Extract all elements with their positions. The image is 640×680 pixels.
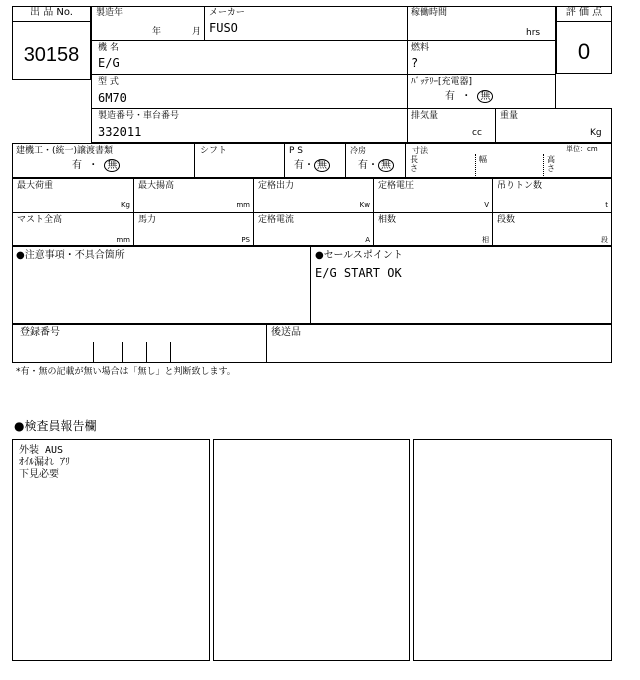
spec-unit-stages: 段 <box>601 236 608 244</box>
sales-text: E/G START OK <box>315 266 402 280</box>
year-unit: 年 <box>152 27 162 37</box>
spec-label-lifting-tons: 吊りトン数 <box>497 181 543 191</box>
fuel-label: 燃料 <box>411 43 430 53</box>
reg-vline-b <box>122 342 123 363</box>
spec-label-rated-voltage: 定格電圧 <box>378 181 415 191</box>
cert-yes: 有 <box>72 160 82 171</box>
ps-selector <box>294 159 330 172</box>
hours-label: 稼働時間 <box>411 8 448 18</box>
top-grid-line-2 <box>91 74 556 75</box>
maker-value: FUSO <box>209 21 238 35</box>
spec-unit-phases: 相 <box>482 236 489 244</box>
reg-vline-a <box>93 342 94 363</box>
spec-label-horsepower: 馬力 <box>138 215 157 225</box>
ps-label: P S <box>289 146 304 156</box>
row2-vline-4 <box>405 143 406 178</box>
battery-yes: 有 <box>445 91 455 102</box>
weight-cell-ext <box>555 108 612 143</box>
spec-label-mast-height: マスト全高 <box>17 215 63 225</box>
spec-label-max-lift: 最大揚高 <box>138 181 175 191</box>
caution-label: ●注意事項・不具合箇所 <box>16 250 125 261</box>
top-grid-line-3 <box>91 108 556 109</box>
spec-unit-rated-voltage: V <box>484 201 489 209</box>
hours-unit: hrs <box>526 28 541 38</box>
row2-vline-2 <box>284 143 285 178</box>
reg-vline-d <box>170 342 171 363</box>
spec-unit-mast-height: mm <box>116 236 130 244</box>
cooler-selector <box>358 159 394 172</box>
score-divider <box>556 21 612 22</box>
spec-vline-1 <box>133 178 134 246</box>
lot-no-value: 30158 <box>23 44 80 66</box>
spec-label-stages: 段数 <box>497 215 516 225</box>
reg-vline-c <box>146 342 147 363</box>
battery-no-circled: 無 <box>477 90 493 103</box>
spec-unit-lifting-tons: t <box>605 201 608 209</box>
cert-no-circled: 無 <box>104 159 120 172</box>
inspector-line-3: 下見必要 <box>19 469 59 480</box>
footnote: *有・無の記載が無い場合は「無し」と判断致します。 <box>16 367 236 377</box>
cooler-yes: 有 <box>358 160 368 171</box>
shift-label: シフト <box>200 146 228 156</box>
maker-label: メーカー <box>209 8 245 18</box>
cert-dot: ・ <box>88 160 99 171</box>
model-name-value: E/G <box>98 56 120 70</box>
dims-label: 寸法 <box>412 146 428 155</box>
weight-label: 重量 <box>500 111 519 121</box>
row2-vline-6 <box>543 154 544 178</box>
length-label: 長さ <box>410 155 418 173</box>
battery-label: ﾊﾞｯﾃﾘｰ[充電器] <box>411 77 473 87</box>
weight-unit: Kg <box>590 128 602 138</box>
registration-grid <box>12 324 612 363</box>
fuel-value: ? <box>411 56 419 70</box>
row2-vline-3 <box>345 143 346 178</box>
inspector-box-3 <box>413 439 612 661</box>
displacement-label: 排気量 <box>411 111 439 121</box>
spec-unit-max-load: Kg <box>120 201 130 209</box>
inspector-line-1: 外装 AUS <box>19 445 64 456</box>
top-grid-vline-hours <box>407 6 408 143</box>
inspector-line-2: ｵｲﾙ漏れ ｱﾘ <box>19 457 71 468</box>
cooler-no-circled: 無 <box>378 159 394 172</box>
lot-no-divider <box>12 21 91 22</box>
month-unit: 月 <box>192 27 202 37</box>
top-grid-line-1 <box>91 40 556 41</box>
model-name-label: 機 名 <box>98 43 119 53</box>
sales-label: ●セールスポイント <box>315 250 403 261</box>
spec-unit-rated-current: A <box>365 236 370 244</box>
notes-vline <box>310 246 311 324</box>
spec-label-phases: 相数 <box>378 215 397 225</box>
ps-yes: 有 <box>294 160 304 171</box>
reg-vline-main <box>266 324 267 363</box>
spec-label-rated-current: 定格電流 <box>258 215 295 225</box>
battery-dot: ・ <box>461 91 472 102</box>
battery-selector <box>445 90 493 103</box>
displacement-unit: cc <box>472 128 482 138</box>
type-label: 型 式 <box>98 77 119 87</box>
cert-label: 建機工・(統一)譲渡書類 <box>16 146 114 156</box>
type-value: 6M70 <box>98 91 127 105</box>
spec-vline-3 <box>373 178 374 246</box>
spec-vline-4 <box>492 178 493 246</box>
ps-dot: ・ <box>304 160 314 171</box>
cert-selector <box>72 159 120 172</box>
spec-label-rated-output: 定格出力 <box>258 181 295 191</box>
top-grid-vline-weight <box>495 108 496 143</box>
serial-value: 332011 <box>98 125 142 139</box>
spec-label-max-load: 最大荷重 <box>17 181 54 191</box>
lot-no-label: 出 品 No. <box>30 7 73 18</box>
spec-vline-2 <box>253 178 254 246</box>
inspector-box-2 <box>213 439 410 661</box>
spec-unit-horsepower: PS <box>241 236 250 244</box>
shipping-label: 後送品 <box>271 327 301 338</box>
top-grid-vline-year <box>204 6 205 40</box>
row2-vline-1 <box>194 143 195 178</box>
spec-unit-rated-output: Kw <box>359 201 370 209</box>
cooler-dot: ・ <box>368 160 378 171</box>
height-label: 高さ <box>547 155 555 173</box>
score-value: 0 <box>577 39 591 64</box>
year-label: 製造年 <box>96 8 124 18</box>
reg-label: 登録番号 <box>20 327 60 338</box>
score-label: 評 価 点 <box>565 7 603 18</box>
width-label: 幅 <box>479 155 487 164</box>
inspector-title: ●検査員報告欄 <box>14 419 97 433</box>
spec-grid-mid <box>12 212 612 213</box>
ps-no-circled: 無 <box>314 159 330 172</box>
spec-unit-max-lift: mm <box>236 201 250 209</box>
serial-label: 製造番号・車台番号 <box>98 111 180 121</box>
dims-unit-label: 単位：cm <box>566 145 598 153</box>
row2-vline-5 <box>475 154 476 178</box>
cooler-label: 冷房 <box>350 146 366 155</box>
